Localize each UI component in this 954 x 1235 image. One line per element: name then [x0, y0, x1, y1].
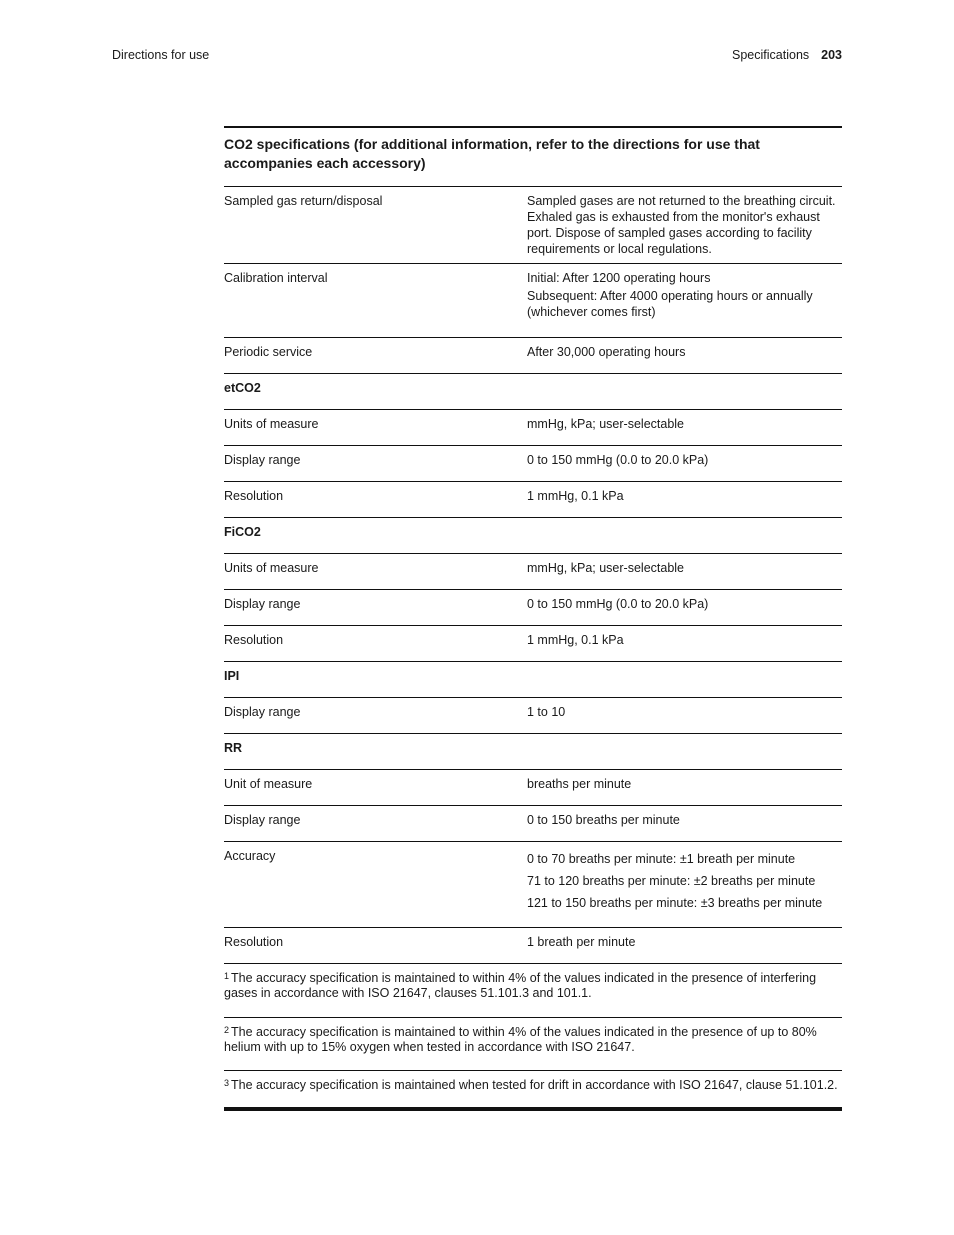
document-title: Directions for use [112, 48, 210, 62]
section-name: Specifications [732, 48, 810, 62]
section-heading: FiCO2 [224, 525, 261, 539]
row-label: Display range [224, 453, 301, 467]
section-heading: etCO2 [224, 381, 261, 395]
footnote [224, 964, 842, 1018]
page-header [112, 48, 842, 66]
footnote-mark: 2 [224, 1025, 230, 1035]
table-row [224, 806, 842, 842]
row-value: 0 to 150 mmHg (0.0 to 20.0 kPa) [527, 597, 709, 611]
section-row-ipi [224, 662, 842, 698]
row-label: Display range [224, 813, 301, 827]
row-label: Accuracy [224, 849, 276, 863]
row-label: Unit of measure [224, 777, 313, 791]
row-value: 1 mmHg, 0.1 kPa [527, 633, 624, 647]
section-row-rr [224, 734, 842, 770]
co2-specifications-table [224, 126, 842, 964]
table-row [224, 626, 842, 662]
table-row [224, 264, 842, 338]
accuracy-line: 121 to 150 breaths per minute: ±3 breaths per minute [527, 896, 823, 910]
row-value: After 30,000 operating hours [527, 345, 686, 359]
footnote-text: The accuracy specification is maintained to within 4% of the values indicated in the presence of interfering gases in accordance with ISO 21647, clauses 51.101.3 and 101.1. [224, 971, 817, 1000]
row-value: 0 to 150 mmHg (0.0 to 20.0 kPa) [527, 453, 709, 467]
section-heading: IPI [224, 669, 240, 683]
calibration-initial: Initial: After 1200 operating hours [527, 271, 711, 285]
row-label: Resolution [224, 489, 284, 503]
footnote-text: The accuracy specification is maintained when tested for drift in accordance with ISO 21647, clause 51.101.2. [231, 1078, 838, 1092]
footnote [224, 1018, 842, 1071]
table-row [224, 554, 842, 590]
row-label: Sampled gas return/disposal [224, 194, 383, 208]
row-value: 1 mmHg, 0.1 kPa [527, 489, 624, 503]
row-label: Calibration interval [224, 271, 328, 285]
row-value: 1 breath per minute [527, 935, 636, 949]
page-number: 203 [821, 48, 842, 62]
footnotes [224, 964, 842, 1111]
calibration-subsequent: Subsequent: After 4000 operating hours or annually (whichever comes first) [527, 289, 813, 319]
row-value: breaths per minute [527, 777, 632, 791]
row-label: Periodic service [224, 345, 313, 359]
table-row [224, 187, 842, 264]
accuracy-line: 0 to 70 breaths per minute: ±1 breath per minute [527, 852, 796, 866]
row-value: 0 to 150 breaths per minute [527, 813, 680, 827]
row-label: Display range [224, 597, 301, 611]
table-row [224, 482, 842, 518]
row-label: Display range [224, 705, 301, 719]
row-value: Sampled gases are not returned to the breathing circuit. Exhaled gas is exhausted from the monitor's exhaust port. Dispose of sampled gases according to facility requirements or local regulations. [527, 194, 836, 256]
row-label: Resolution [224, 633, 284, 647]
table-title: CO2 specifications (for additional information, refer to the directions for use that accompanies each accessory) [224, 126, 842, 187]
table-row [224, 590, 842, 626]
table-row [224, 410, 842, 446]
row-label: Units of measure [224, 561, 319, 575]
row-label: Resolution [224, 935, 284, 949]
section-heading: RR [224, 741, 243, 755]
row-value: mmHg, kPa; user-selectable [527, 561, 685, 575]
footnote [224, 1071, 842, 1107]
row-value [527, 842, 842, 927]
header-right [732, 48, 842, 62]
table-row [224, 446, 842, 482]
row-value [527, 264, 842, 337]
accuracy-line: 71 to 120 breaths per minute: ±2 breaths per minute [527, 874, 816, 888]
table-row [224, 698, 842, 734]
table-end-rule [224, 1107, 842, 1111]
table-row [224, 338, 842, 374]
row-label: Units of measure [224, 417, 319, 431]
row-value: mmHg, kPa; user-selectable [527, 417, 685, 431]
footnote-mark: 1 [224, 971, 230, 981]
row-value: 1 to 10 [527, 705, 566, 719]
section-row-fico2 [224, 518, 842, 554]
footnote-mark: 3 [224, 1078, 230, 1088]
section-row-etco2 [224, 374, 842, 410]
footnote-text: The accuracy specification is maintained to within 4% of the values indicated in the presence of up to 80% helium with up to 15% oxygen when tested in accordance with ISO 21647. [224, 1025, 817, 1054]
table-row [224, 842, 842, 928]
table-row [224, 770, 842, 806]
table-row [224, 928, 842, 964]
